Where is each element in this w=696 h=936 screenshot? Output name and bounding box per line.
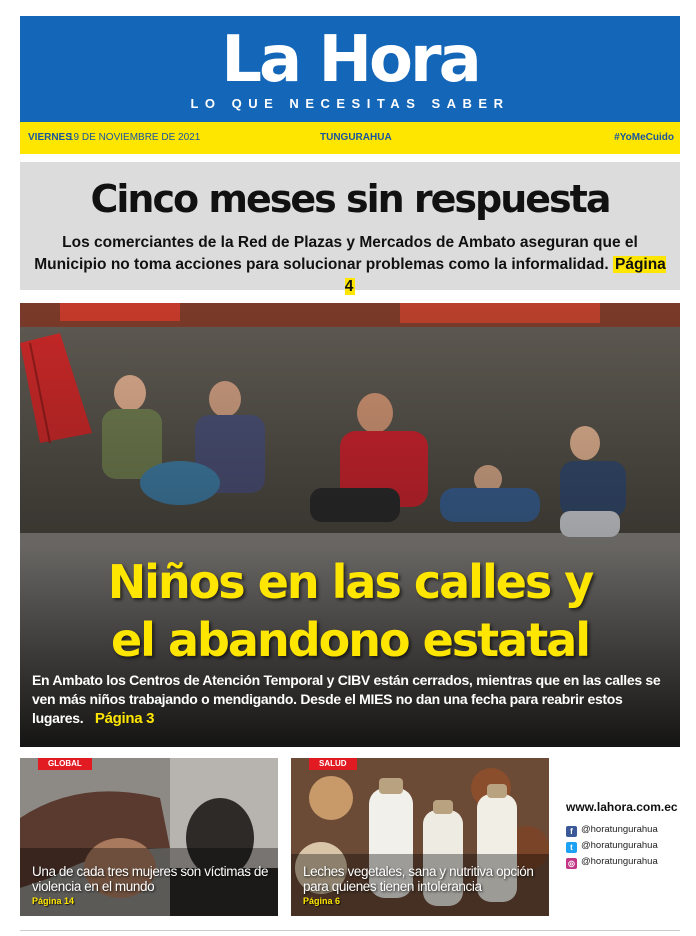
secondary-story-page-link[interactable]: Página 14 bbox=[32, 896, 75, 906]
secondary-story-title: Una de cada tres mujeres son víctimas de violencia en el mundo bbox=[32, 864, 269, 894]
masthead bbox=[20, 16, 680, 122]
weekday: VIERNES bbox=[28, 132, 72, 143]
secondary-story-page-link[interactable]: Página 6 bbox=[303, 896, 341, 906]
social-instagram[interactable] bbox=[566, 855, 658, 869]
social-facebook[interactable] bbox=[566, 823, 658, 837]
top-story-summary bbox=[34, 232, 666, 298]
facebook-handle: @horatungurahua bbox=[581, 824, 658, 835]
bottom-divider bbox=[20, 930, 680, 931]
secondary-story-title: Leches vegetales, sana y nutritiva opción para quienes tienen intolerancia bbox=[303, 864, 534, 894]
main-story-title-line1: Niños en las calles y bbox=[107, 555, 593, 609]
instagram-icon: ◎ bbox=[566, 858, 577, 869]
issue-date: 19 DE NOVIEMBRE DE 2021 bbox=[68, 132, 201, 143]
website-link[interactable]: www.lahora.com.ec bbox=[566, 800, 678, 814]
twitter-handle: @horatungurahua bbox=[581, 840, 658, 851]
main-story-page-link[interactable]: Página 3 bbox=[94, 710, 155, 727]
instagram-handle: @horatungurahua bbox=[581, 856, 658, 867]
main-story-summary bbox=[32, 671, 672, 728]
main-story-summary-text: En Ambato los Centros de Atención Temporal y CIBV están cerrados, mientras que en las calles se ven más niños trabajando o mendigando. Desde el MIES no dan una fecha para reabrir estos lugares. bbox=[32, 672, 661, 726]
main-story-title bbox=[20, 553, 680, 669]
top-story[interactable] bbox=[20, 162, 680, 295]
region-label: TUNGURAHUA bbox=[320, 132, 392, 143]
date-bar bbox=[20, 122, 680, 154]
secondary-story-global[interactable] bbox=[20, 758, 278, 916]
top-story-summary-text: Los comerciantes de la Red de Plazas y Mercados de Ambato aseguran que el Municipio no toma acciones para solucionar problemas como la informalidad. bbox=[34, 234, 638, 273]
facebook-icon: f bbox=[566, 826, 577, 837]
secondary-story-salud[interactable] bbox=[291, 758, 549, 916]
section-tag-global: GLOBAL bbox=[38, 758, 92, 770]
twitter-icon: t bbox=[566, 842, 577, 853]
section-tag-salud: SALUD bbox=[309, 758, 357, 770]
newspaper-logo[interactable]: La Hora bbox=[221, 23, 479, 97]
top-story-page-link[interactable]: Página 4 bbox=[344, 256, 666, 295]
top-story-title: Cinco meses sin respuesta bbox=[90, 177, 610, 221]
hashtag[interactable]: #YoMeCuido bbox=[614, 132, 674, 143]
main-story[interactable] bbox=[20, 303, 680, 747]
social-twitter[interactable] bbox=[566, 839, 658, 853]
tagline: LO QUE NECESITAS SABER bbox=[190, 96, 510, 111]
main-story-title-line2: el abandono estatal bbox=[110, 613, 590, 667]
